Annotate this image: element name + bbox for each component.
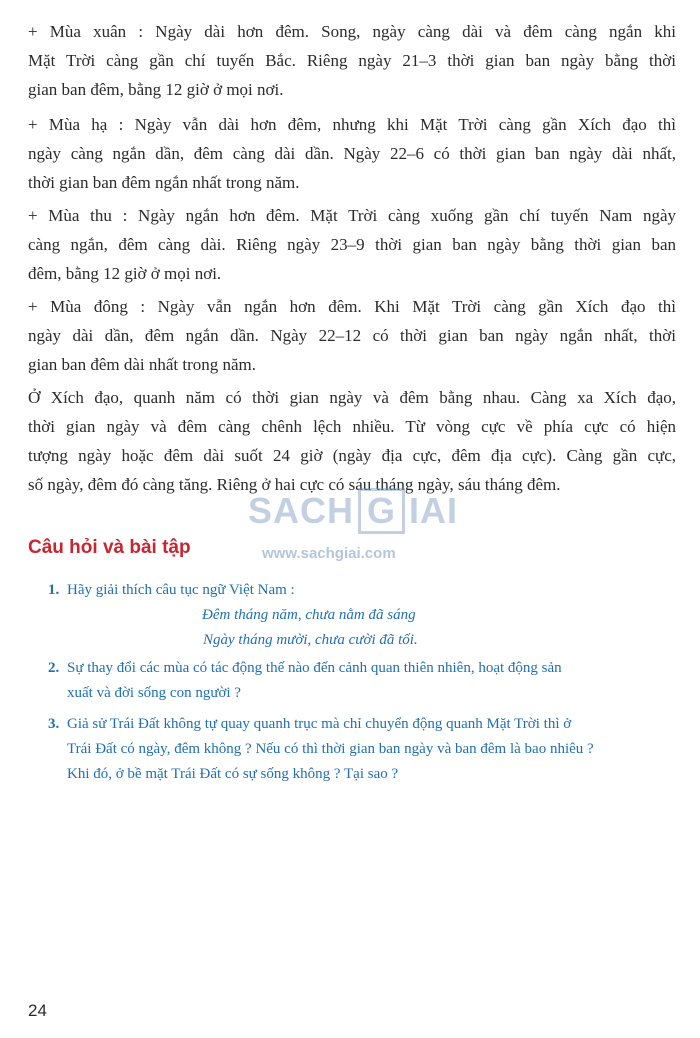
text-line: thời gian ban đêm ngắn nhất trong năm.	[28, 173, 300, 192]
text-line: + Mùa hạ : Ngày vẫn dài hơn đêm, nhưng khi Mặt Trời càng gần Xích đạo thì	[28, 115, 676, 134]
exercise-2	[48, 656, 678, 706]
text-line: ngày càng ngắn dần, đêm càng dài dần. Ngày 22–6 có thời gian ban ngày dài nhất,	[28, 144, 676, 163]
exercise-text: Hãy giải thích câu tục ngữ Việt Nam :	[67, 582, 295, 598]
paragraph-summer	[28, 110, 676, 197]
text-line: gian ban đêm, bằng 12 giờ ở mọi nơi.	[28, 80, 284, 99]
exercise-text: Giả sử Trái Đất không tự quay quanh trục mà chỉ chuyển động quanh Mặt Trời thì ở	[67, 716, 572, 732]
paragraph-spring	[28, 17, 676, 104]
exercise-text: Sự thay đổi các mùa có tác động thế nào đến cảnh quan thiên nhiên, hoạt động sản	[67, 660, 562, 676]
text-line: gian ban đêm dài nhất trong năm.	[28, 355, 257, 374]
exercise-text: Trái Đất có ngày, đêm không ? Nếu có thì thời gian ban ngày và ban đêm là bao nhiêu ?	[67, 741, 594, 757]
section-title: Câu hỏi và bài tập	[28, 537, 191, 558]
text-line: tượng ngày hoặc đêm dài suốt 24 giờ (ngày địa cực, đêm địa cực). Càng gần cực,	[28, 446, 676, 465]
proverb-line: Ngày tháng mười, chưa cười đã tối.	[203, 632, 418, 648]
text-line: số ngày, đêm đó càng tăng. Riêng ở hai cực có sáu tháng ngày, sáu tháng đêm.	[28, 475, 561, 494]
watermark-url: www.sachgiai.com	[262, 545, 396, 562]
exercise-number: 1.	[48, 582, 60, 598]
paragraph-equator	[28, 383, 676, 499]
text-line: thời gian ngày và đêm càng chênh lệch nhiều. Từ vòng cực về phía cực có hiện	[28, 417, 676, 436]
watermark-text: IAI	[409, 490, 459, 531]
exercise-number: 2.	[48, 660, 60, 676]
text-line: đêm, bằng 12 giờ ở mọi nơi.	[28, 264, 222, 283]
exercise-1	[48, 578, 678, 653]
paragraph-autumn	[28, 201, 676, 288]
page-number: 24	[28, 1001, 47, 1020]
paragraph-winter	[28, 292, 676, 379]
text-line: + Mùa xuân : Ngày dài hơn đêm. Song, ngày càng dài và đêm càng ngắn khi	[28, 22, 676, 41]
text-line: ngày dài dần, đêm ngắn dần. Ngày 22–12 có thời gian ban ngày ngắn nhất, thời	[28, 326, 676, 345]
text-line: Ở Xích đạo, quanh năm có thời gian ngày và đêm bằng nhau. Càng xa Xích đạo,	[28, 388, 676, 407]
watermark-box-letter: G	[358, 488, 405, 534]
proverb-line: Đêm tháng năm, chưa nằm đã sáng	[202, 607, 416, 623]
text-line: càng ngắn, đêm càng dài. Riêng ngày 23–9 thời gian ban ngày bằng thời gian ban	[28, 235, 676, 254]
text-line: + Mùa đông : Ngày vẫn ngắn hơn đêm. Khi Mặt Trời càng gần Xích đạo thì	[28, 297, 676, 316]
exercise-text: Khi đó, ở bề mặt Trái Đất có sự sống không ? Tại sao ?	[67, 766, 399, 782]
watermark-text: SACH	[248, 490, 355, 531]
exercise-3	[48, 712, 678, 787]
watermark-logo	[248, 488, 458, 534]
text-line: Mặt Trời càng gần chí tuyến Bắc. Riêng ngày 21–3 thời gian ban ngày bằng thời	[28, 51, 676, 70]
exercise-text: xuất và đời sống con người ?	[67, 685, 241, 701]
exercise-number: 3.	[48, 716, 60, 732]
text-line: + Mùa thu : Ngày ngắn hơn đêm. Mặt Trời càng xuống gần chí tuyến Nam ngày	[28, 206, 676, 225]
